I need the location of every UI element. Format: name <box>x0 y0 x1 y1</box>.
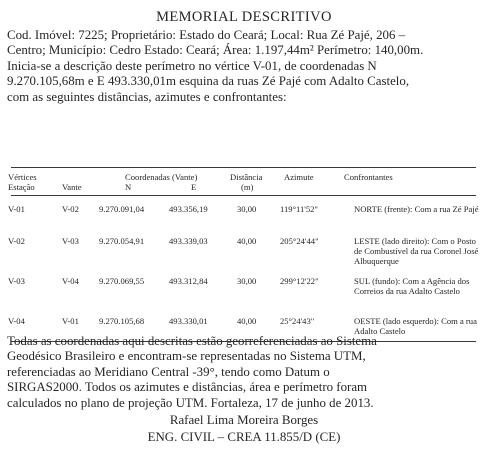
cell-vante: V-02 <box>62 204 79 214</box>
closing-line: calculados no plano de projeção UTM. Fortaleza, 17 de junho de 2013. <box>7 395 374 410</box>
cell-e: 493.312,84 <box>169 276 208 286</box>
header-vante: Vante <box>62 182 82 192</box>
intro-line: com as seguintes distâncias, azimutes e confrontantes: <box>7 89 287 104</box>
cell-confrontante: LESTE (lado direito): Com o Posto de Combustível da rua Coronel José Albuquerque <box>354 236 479 266</box>
cell-azimute: 25°24'43" <box>280 316 315 326</box>
cell-confrontante: NORTE (frente): Com a rua Zé Pajé <box>354 204 479 214</box>
closing-line: Todas as coordenadas aqui descritas estão georreferenciadas ao Sistema <box>7 334 377 348</box>
cell-estacao: V-04 <box>8 316 25 326</box>
cell-estacao: V-01 <box>8 204 25 214</box>
cell-e: 493.356,19 <box>169 204 208 214</box>
intro-line: Cod. Imóvel: 7225; Proprietário: Estado do Ceará; Local: Rua Zé Pajé, 206 – <box>7 28 406 42</box>
signature-title: ENG. CIVIL – CREA 11.855/D (CE) <box>147 430 341 444</box>
cell-azimute: 299°12'22" <box>280 276 319 286</box>
header-estacao: Estação <box>8 182 35 192</box>
cell-n: 9.270.105,68 <box>99 316 145 326</box>
closing-line: referenciadas ao Meridiano Central -39°, tendo como Datum o <box>7 364 330 379</box>
signature-name: Rafael Lima Moreira Borges <box>169 413 319 427</box>
cell-estacao: V-03 <box>8 276 25 286</box>
intro-paragraph <box>7 28 469 105</box>
closing-paragraph <box>7 334 467 411</box>
cell-vante: V-01 <box>62 316 79 326</box>
cell-distancia: 30,00 <box>237 276 257 286</box>
cell-n: 9.270.091,04 <box>99 204 145 214</box>
header-azimute: Azimute <box>284 172 314 182</box>
intro-line: 9.270.105,68m e E 493.330,01m esquina da ruas Zé Pajé com Adalto Castelo, <box>7 74 410 89</box>
cell-n: 9.270.054,91 <box>99 236 145 246</box>
header-coordenadas: Coordenadas (Vante) <box>125 172 198 182</box>
table-top-rule <box>11 167 476 168</box>
header-n: N <box>125 182 132 192</box>
closing-line: Geodésico Brasileiro e encontram-se representadas no Sistema UTM, <box>7 349 366 364</box>
cell-confrontante: SUL (fundo): Com a Agência dos Correios da rua Adalto Castelo <box>354 276 470 296</box>
cell-distancia: 40,00 <box>237 236 257 246</box>
cell-e: 493.330,01 <box>169 316 208 326</box>
header-distancia: Distância <box>230 172 263 182</box>
cell-confrontante: OESTE (lado esquerdo): Com a rua Adalto Castelo <box>354 316 477 336</box>
cell-vante: V-04 <box>62 276 79 286</box>
cell-distancia: 30,00 <box>237 204 257 214</box>
document-title: MEMORIAL DESCRITIVO <box>156 9 332 25</box>
cell-distancia: 40,00 <box>237 316 257 326</box>
cell-estacao: V-02 <box>8 236 25 246</box>
cell-azimute: 119°11'52" <box>280 204 318 214</box>
cell-n: 9.270.069,55 <box>99 276 145 286</box>
header-vertices: Vértices <box>8 172 37 182</box>
header-e: E <box>191 182 197 192</box>
cell-azimute: 205°24'44" <box>280 236 319 246</box>
header-confrontantes: Confrontantes <box>344 172 393 182</box>
closing-line: SIRGAS2000. Todos os azimutes e distâncias, área e perímetro foram <box>7 380 368 395</box>
intro-line: Inicia-se a descrição deste perímetro no vértice V-01, de coordenadas N <box>7 58 377 73</box>
header-distancia-unit: (m) <box>241 182 254 192</box>
intro-line: Centro; Município: Cedro Estado: Ceará; Área: 1.197,44m² Perímetro: 140,00m. <box>7 43 424 58</box>
cell-e: 493.339,03 <box>169 236 208 246</box>
cell-vante: V-03 <box>62 236 79 246</box>
table-header-rule <box>11 195 476 196</box>
